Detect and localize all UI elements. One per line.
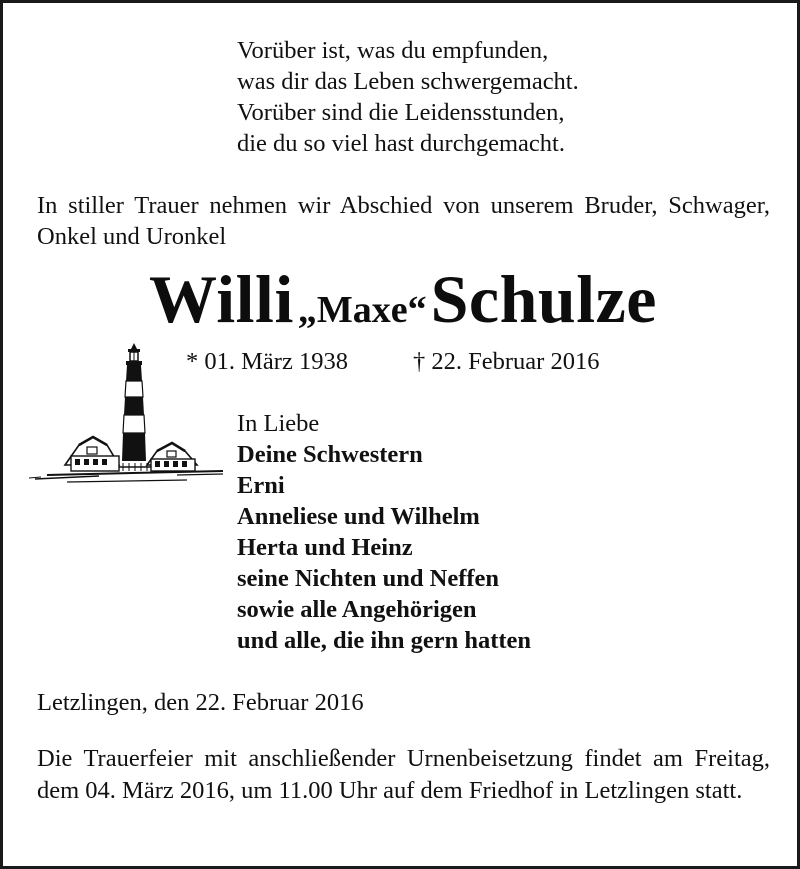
lighthouse-icon bbox=[27, 339, 227, 489]
deceased-name bbox=[3, 261, 800, 337]
intro-text: In stiller Trauer nehmen wir Abschied von unserem Bruder, Schwager, Onkel und Uronkel bbox=[37, 192, 770, 250]
poem-line: was dir das Leben schwergemacht. bbox=[237, 68, 579, 95]
mourners-list bbox=[237, 408, 531, 656]
first-name: Willi bbox=[149, 261, 294, 337]
mourner-line: Anneliese und Wilhelm bbox=[237, 503, 480, 530]
last-name: Schulze bbox=[430, 261, 657, 337]
mourner-line: Herta und Heinz bbox=[237, 534, 413, 561]
mourner-line: Erni bbox=[237, 472, 285, 499]
mourner-line: seine Nichten und Neffen bbox=[237, 565, 500, 592]
poem-line: Vorüber sind die Leidensstunden, bbox=[237, 99, 565, 126]
greeting: In Liebe bbox=[237, 410, 320, 437]
service-info: Die Trauerfeier mit anschließender Urnenbeisetzung findet am Freitag, dem 04. März 2016, um 11.00 Uhr auf dem Friedhof in Letzlingen statt. bbox=[37, 745, 770, 804]
birth-date: * 01. März 1938 bbox=[186, 348, 348, 375]
nickname: „Maxe“ bbox=[297, 289, 427, 331]
mourner-line: sowie alle Angehörigen bbox=[237, 596, 477, 623]
mourner-line: und alle, die ihn gern hatten bbox=[237, 627, 532, 654]
poem bbox=[237, 35, 579, 159]
poem-line: Vorüber ist, was du empfunden, bbox=[237, 37, 549, 64]
poem-line: die du so viel hast durchgemacht. bbox=[237, 130, 565, 157]
death-date: † 22. Februar 2016 bbox=[413, 348, 600, 375]
mourner-line: Deine Schwestern bbox=[237, 441, 423, 468]
place-and-date: Letzlingen, den 22. Februar 2016 bbox=[37, 689, 364, 716]
